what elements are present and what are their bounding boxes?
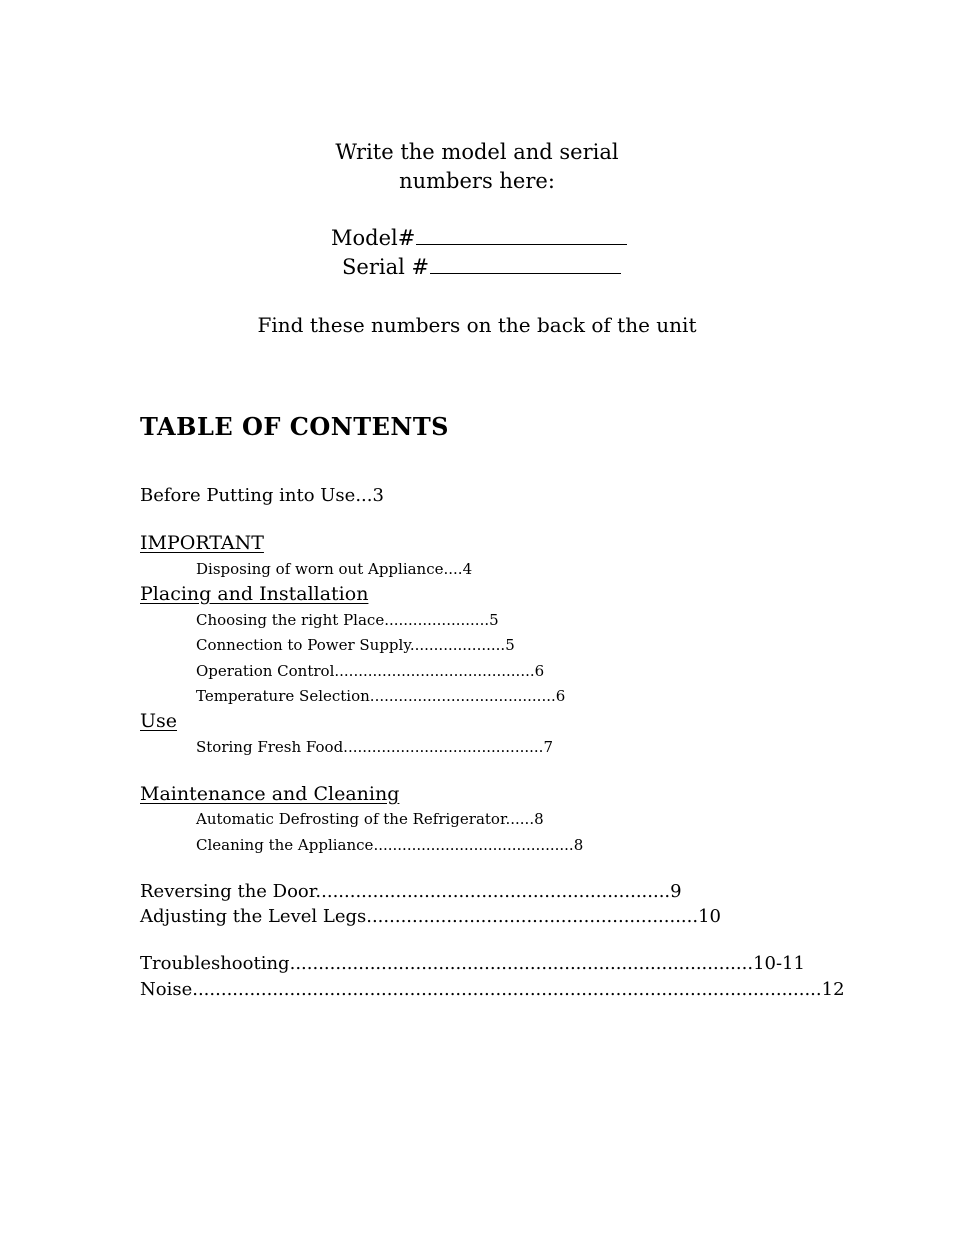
model-number-line <box>331 228 627 249</box>
toc-entry-choosing-place: Choosing the right Place......................5 <box>196 611 499 629</box>
serial-blank <box>430 272 621 274</box>
toc-entry-disposing: Disposing of worn out Appliance....4 <box>196 560 473 578</box>
serial-label: Serial # <box>342 255 430 279</box>
toc-title: TABLE OF CONTENTS <box>140 412 450 441</box>
toc-entry-troubleshooting: Troubleshooting.................................................................................10-11 <box>140 953 805 974</box>
toc-entry-temperature-selection: Temperature Selection.......................................6 <box>196 687 566 705</box>
toc-entry-adjusting-legs: Adjusting the Level Legs..........................................................10 <box>140 906 721 927</box>
model-blank <box>416 243 627 245</box>
toc-section-important: IMPORTANT <box>140 532 264 554</box>
toc-entry-power-supply: Connection to Power Supply....................5 <box>196 636 515 654</box>
toc-entry-operation-control: Operation Control..........................................6 <box>196 662 545 680</box>
toc-entry-noise: Noise..............................................................................................................12 <box>140 979 845 1000</box>
toc-entry-before-use: Before Putting into Use...3 <box>140 485 384 506</box>
toc-entry-auto-defrost: Automatic Defrosting of the Refrigerator......8 <box>196 810 544 828</box>
instruction-line-1: Write the model and serial <box>335 140 619 164</box>
toc-entry-reversing-door: Reversing the Door..............................................................9 <box>140 881 682 902</box>
toc-entry-storing-food: Storing Fresh Food..........................................7 <box>196 738 553 756</box>
serial-number-line <box>342 257 621 278</box>
instruction-line-2: numbers here: <box>399 169 555 193</box>
toc-section-maintenance: Maintenance and Cleaning <box>140 783 400 805</box>
toc-entry-cleaning-appliance: Cleaning the Appliance..........................................8 <box>196 836 584 854</box>
toc-section-placing: Placing and Installation <box>140 583 369 605</box>
toc-section-use: Use <box>140 710 178 732</box>
model-label: Model# <box>331 226 416 250</box>
find-numbers-note: Find these numbers on the back of the unit <box>257 313 697 337</box>
